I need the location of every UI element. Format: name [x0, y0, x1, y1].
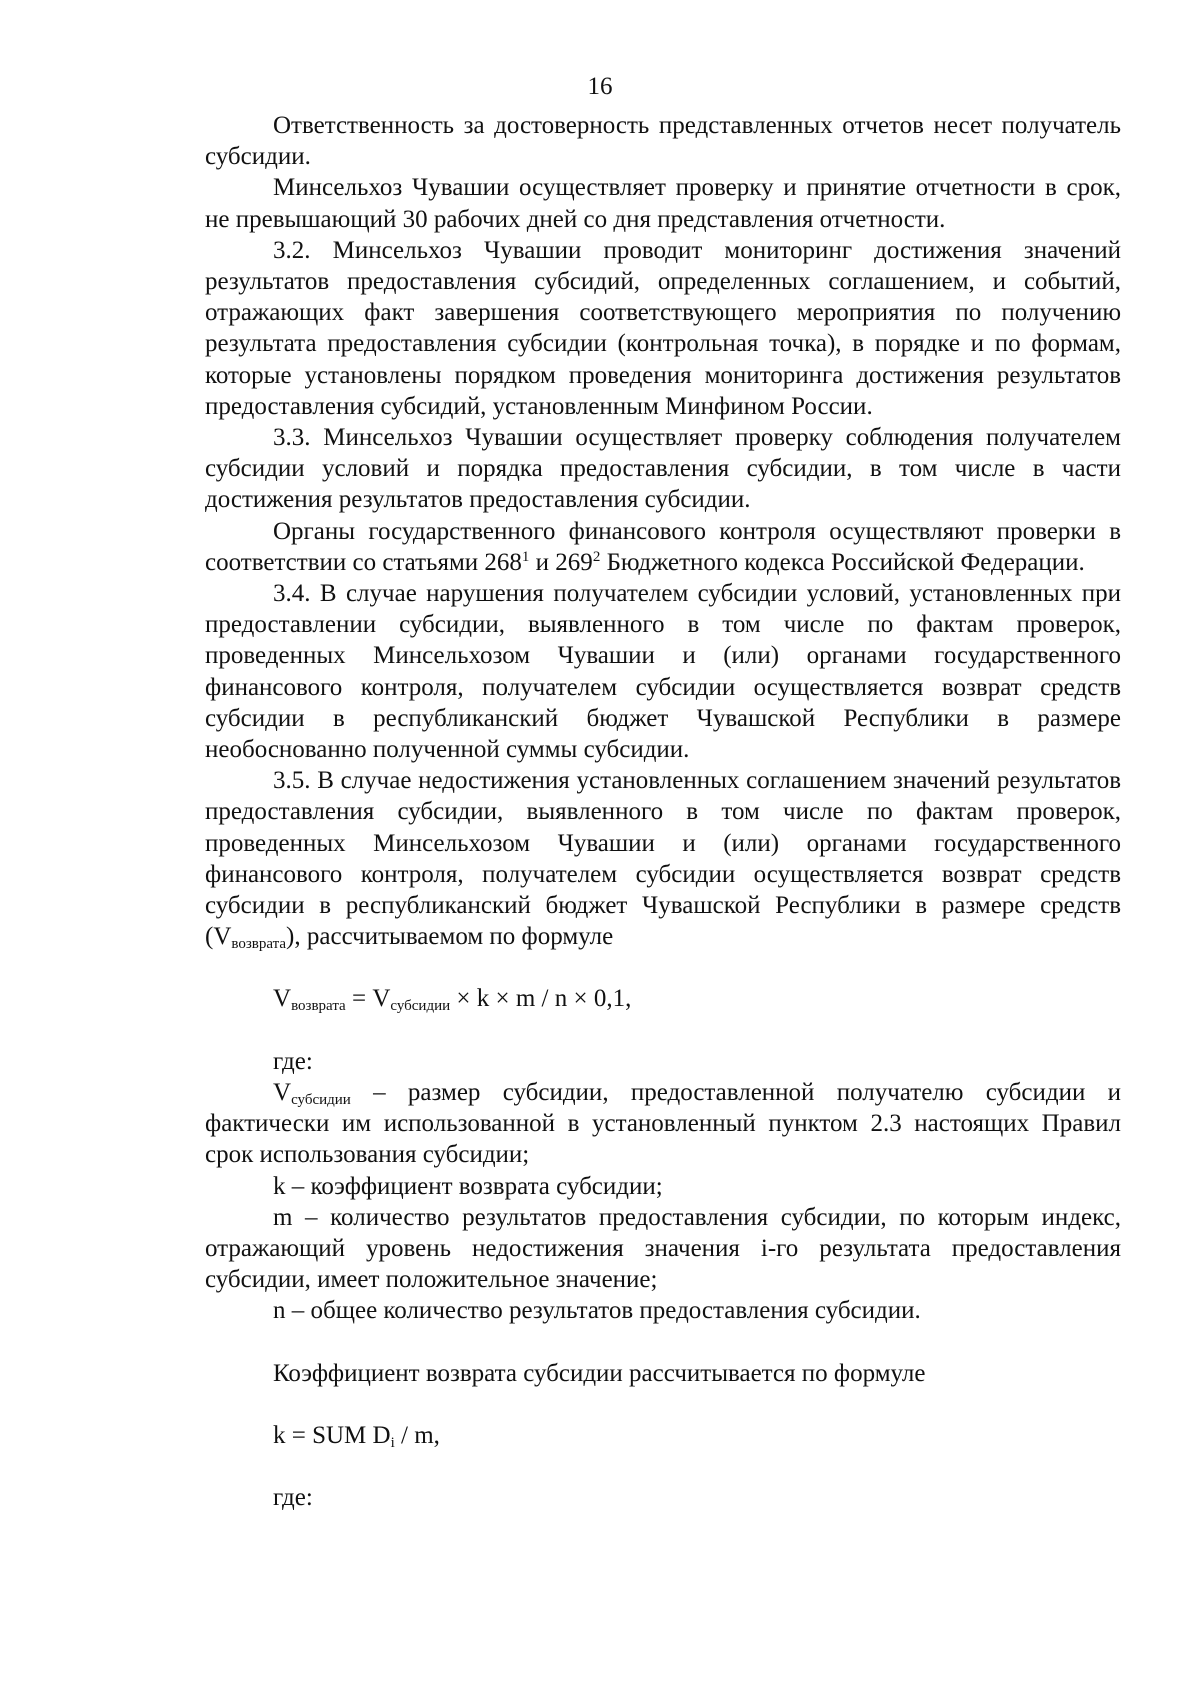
spacer: [205, 1327, 1121, 1358]
formula-equals: = V: [345, 985, 391, 1013]
paragraph-3-4: 3.4. В случае нарушения получателем субсидии условий, установленных при предоставлении субсидии, выявленного в том числе по фактам проверок, проведенных Минсельхозом Чувашии и (или) органами государственного финансового контроля, получателем субсидии осуществляется возврат средств субсидии в республиканский бюджет Чувашской Республики в размере необоснованно полученной суммы субсидии.: [205, 580, 1121, 764]
spacer: [205, 1451, 1121, 1482]
page-number: 16: [587, 73, 613, 100]
spacer: [205, 1015, 1121, 1046]
paragraph-3-5-part1: 3.5. В случае недостижения установленных соглашением значений результатов предоставления субсидии, выявленного в том числе по фактам проверок, проведенных Минсельхозом Чувашии и (или) органами государственного финансового контроля, получателем субсидии осуществляется возврат средств субсидии в республиканский бюджет Чувашской Республики в размере средств (V: [205, 767, 1121, 951]
paragraph-financial-control: [205, 516, 1121, 578]
paragraph-report-responsibility: Ответственность за достоверность представленных отчетов несет получатель субсидии.: [205, 112, 1121, 171]
where-label: где:: [273, 1047, 313, 1075]
paragraph-3-5: [205, 765, 1121, 952]
coefficient-intro: Коэффициент возврата субсидии рассчитывается по формуле: [273, 1359, 926, 1387]
paragraph-3-3: 3.3. Минсельхоз Чувашии осуществляет проверку соблюдения получателем субсидии условий и порядка предоставления субсидии, в том числе в части достижения результатов предоставления субсидии.: [205, 424, 1121, 514]
formula-sub-subsidy: субсидии: [390, 998, 451, 1015]
formula-v: V: [273, 985, 292, 1013]
paragraph-financial-control-part2: и 269: [529, 548, 593, 576]
spacer: [205, 952, 1121, 983]
coefficient-formula: [205, 1420, 1121, 1451]
paragraph-3-2: 3.2. Минсельхоз Чувашии проводит мониторинг достижения значений результатов предоставления субсидий, определенных соглашением, и событий, отражающих факт завершения соответствующего мероприятия по получению результата предоставления субсидии (контрольная точка), в порядке и по формам, которые установлены порядком проведения мониторинга достижения результатов предоставления субсидий, установленным Минфином России.: [205, 236, 1121, 420]
definition-v-subsidy: [205, 1077, 1121, 1171]
paragraph-3-5-part2: ), рассчитываемом по формуле: [286, 923, 614, 951]
paragraph-financial-control-part1: Органы государственного финансового контроля осуществляют проверки в соответствии со статьями 268: [205, 517, 1121, 576]
return-amount-formula: [205, 983, 1121, 1014]
paragraph-financial-control-part3: Бюджетного кодекса Российской Федерации.: [600, 548, 1085, 576]
definition-n: n – общее количество результатов предоставления субсидии.: [273, 1297, 921, 1325]
coefficient-formula-head: k = SUM D: [273, 1421, 391, 1449]
paragraph-3-5-subscript: возврата: [231, 936, 287, 953]
definition-v-subscript: субсидии: [291, 1091, 351, 1108]
definition-m: m – количество результатов предоставления субсидии, по которым индекс, отражающий уровень недостижения значения i-го результата предоставления субсидии, имеет положительное значение;: [205, 1203, 1121, 1294]
document-body: [205, 110, 1121, 1513]
coefficient-formula-tail: / m,: [394, 1421, 440, 1449]
where-label-2: где:: [273, 1483, 313, 1511]
formula-sub-return: возврата: [291, 998, 346, 1015]
spacer: [205, 1389, 1121, 1420]
definition-v-text: – размер субсидии, предоставленной получателю субсидии и фактически им использованной в установленный пунктом 2.3 настоящих Правил срок использования субсидии;: [205, 1078, 1121, 1169]
paragraph-report-check: Минсельхоз Чувашии осуществляет проверку и принятие отчетности в срок, не превышающий 30 рабочих дней со дня представления отчетности.: [205, 174, 1121, 233]
definition-v: V: [273, 1078, 292, 1106]
article-superscript-1: 1: [521, 548, 530, 565]
coefficient-formula-subscript: i: [390, 1434, 395, 1451]
article-superscript-2: 2: [592, 548, 601, 565]
definition-k: k – коэффициент возврата субсидии;: [273, 1172, 663, 1200]
formula-tail: × k × m / n × 0,1,: [450, 985, 632, 1013]
